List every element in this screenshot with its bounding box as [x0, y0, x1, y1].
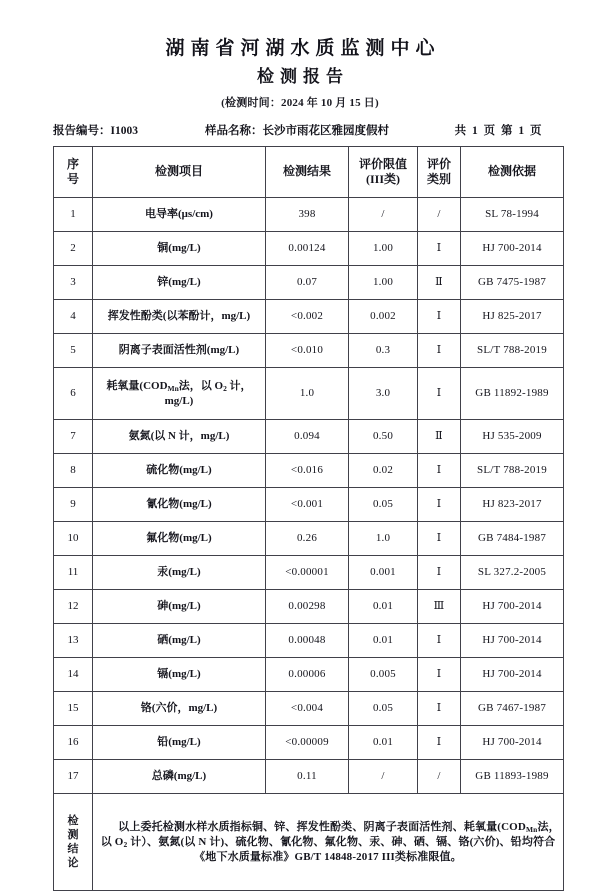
cell-result: 0.00298 — [266, 590, 349, 624]
cell-result: <0.002 — [266, 300, 349, 334]
results-table — [53, 146, 564, 891]
cell-limit: 0.005 — [349, 658, 418, 692]
cell-item: 铬(六价，mg/L) — [93, 692, 266, 726]
column-header-no-line1: 序 — [66, 156, 79, 171]
table-row — [54, 266, 564, 300]
sample-name: 样品名称：长沙市雨花区雅园度假村 — [205, 125, 389, 138]
table-row — [54, 420, 564, 454]
table-row — [54, 658, 564, 692]
cell-no: 17 — [54, 760, 93, 794]
cell-item: 硫化物(mg/L) — [93, 454, 266, 488]
table-row — [54, 368, 564, 420]
cell-category: Ⅰ — [418, 726, 461, 760]
cell-category: / — [418, 198, 461, 232]
column-header-limit — [349, 147, 418, 198]
report-meta-row — [0, 122, 600, 140]
cell-item: 氨氮(以 N 计，mg/L) — [93, 420, 266, 454]
cell-basis: GB 7484-1987 — [461, 522, 564, 556]
cell-result: 0.11 — [266, 760, 349, 794]
table-row — [54, 726, 564, 760]
cell-category: Ⅰ — [418, 556, 461, 590]
cell-no: 11 — [54, 556, 93, 590]
cell-basis: HJ 535-2009 — [461, 420, 564, 454]
conclusion-label — [54, 794, 93, 891]
table-row — [54, 590, 564, 624]
cell-limit: 0.05 — [349, 692, 418, 726]
cell-no: 3 — [54, 266, 93, 300]
column-header-category — [418, 147, 461, 198]
conclusion-row — [54, 794, 564, 891]
cell-limit: 1.00 — [349, 232, 418, 266]
cell-result: <0.016 — [266, 454, 349, 488]
cell-basis: HJ 825-2017 — [461, 300, 564, 334]
test-date: (检测时间：2024 年 10 月 15 日) — [221, 97, 379, 110]
table-row — [54, 300, 564, 334]
cell-category: Ⅰ — [418, 522, 461, 556]
table-row — [54, 454, 564, 488]
cell-no: 5 — [54, 334, 93, 368]
cell-category: Ⅱ — [418, 266, 461, 300]
cell-item: 汞(mg/L) — [93, 556, 266, 590]
cell-limit: 1.00 — [349, 266, 418, 300]
cell-basis: SL 78-1994 — [461, 198, 564, 232]
report-number: 报告编号：I1003 — [53, 125, 138, 138]
column-header-category-line2: 类别 — [426, 172, 451, 187]
table-header-row — [54, 147, 564, 198]
cell-item: 耗氧量($COD_{Mn}$法，以 $O_2$ 计，mg/L) — [93, 368, 266, 420]
cell-result: 0.07 — [266, 266, 349, 300]
cell-basis: GB 11892-1989 — [461, 368, 564, 420]
table-row — [54, 760, 564, 794]
table-row — [54, 334, 564, 368]
table-head — [54, 147, 564, 198]
table-row — [54, 232, 564, 266]
page-count: 共 1 页 第 1 页 — [454, 125, 543, 138]
cell-item: 锌(mg/L) — [93, 266, 266, 300]
cell-basis: HJ 700-2014 — [461, 624, 564, 658]
cell-no: 13 — [54, 624, 93, 658]
table-body — [54, 198, 564, 794]
conclusion-label-char: 测 — [67, 828, 79, 841]
cell-limit: / — [349, 198, 418, 232]
cell-limit: 0.001 — [349, 556, 418, 590]
cell-item: 电导率(μs/cm) — [93, 198, 266, 232]
cell-basis: SL/T 788-2019 — [461, 334, 564, 368]
conclusion-label-char: 论 — [67, 857, 79, 870]
cell-no: 9 — [54, 488, 93, 522]
cell-basis: SL/T 788-2019 — [461, 454, 564, 488]
conclusion-label-char: 检 — [67, 814, 79, 827]
cell-no: 7 — [54, 420, 93, 454]
cell-limit: 3.0 — [349, 368, 418, 420]
conclusion-label-char: 结 — [67, 843, 79, 856]
cell-limit: 0.05 — [349, 488, 418, 522]
table-row — [54, 556, 564, 590]
column-header-basis: 检测依据 — [461, 147, 564, 198]
cell-category: / — [418, 760, 461, 794]
table-row — [54, 522, 564, 556]
table-row — [54, 488, 564, 522]
table-row — [54, 198, 564, 232]
cell-item: 氟化物(mg/L) — [93, 522, 266, 556]
cell-item: 挥发性酚类(以苯酚计，mg/L) — [93, 300, 266, 334]
table-row — [54, 692, 564, 726]
cell-item: 砷(mg/L) — [93, 590, 266, 624]
report-header — [0, 0, 600, 110]
cell-basis: HJ 700-2014 — [461, 658, 564, 692]
cell-item: 总磷(mg/L) — [93, 760, 266, 794]
cell-category: Ⅰ — [418, 624, 461, 658]
cell-no: 6 — [54, 368, 93, 420]
column-header-category-line1: 评价 — [426, 156, 451, 171]
column-header-limit-line2: (III类) — [365, 172, 400, 187]
results-table-container — [0, 146, 600, 891]
cell-category: Ⅰ — [418, 488, 461, 522]
column-header-limit-line1: 评价限值 — [358, 156, 407, 171]
cell-basis: GB 11893-1989 — [461, 760, 564, 794]
cell-result: 0.094 — [266, 420, 349, 454]
column-header-result: 检测结果 — [266, 147, 349, 198]
cell-no: 2 — [54, 232, 93, 266]
cell-category: Ⅰ — [418, 692, 461, 726]
cell-category: Ⅰ — [418, 300, 461, 334]
conclusion-text: 以上委托检测水样水质指标铜、锌、挥发性酚类、阴离子表面活性剂、耗氧量($COD_{Mn}$法，以 $O_2$ 计）、氨氮(以 N 计)、硫化物、氰化物、氟化物、汞、砷、硒、镉、铬(六价)、铅均符合《地下水质量标准》GB/T 14848-2017 III类标准限值。 — [100, 821, 560, 863]
document-title: 检测报告 — [257, 66, 349, 86]
cell-no: 1 — [54, 198, 93, 232]
cell-result: 398 — [266, 198, 349, 232]
cell-basis: HJ 700-2014 — [461, 590, 564, 624]
column-header-item: 检测项目 — [93, 147, 266, 198]
organization-title: 湖南省河湖水质监测中心 — [165, 38, 441, 59]
cell-limit: 0.01 — [349, 624, 418, 658]
cell-result: <0.010 — [266, 334, 349, 368]
cell-item: 阴离子表面活性剂(mg/L) — [93, 334, 266, 368]
cell-basis: GB 7475-1987 — [461, 266, 564, 300]
column-header-no-line2: 号 — [66, 172, 79, 187]
cell-result: 0.26 — [266, 522, 349, 556]
cell-no: 8 — [54, 454, 93, 488]
cell-category: Ⅰ — [418, 368, 461, 420]
cell-result: <0.00009 — [266, 726, 349, 760]
cell-limit: 0.3 — [349, 334, 418, 368]
cell-item: 硒(mg/L) — [93, 624, 266, 658]
column-header-no — [54, 147, 93, 198]
cell-result: 1.0 — [266, 368, 349, 420]
cell-no: 12 — [54, 590, 93, 624]
cell-limit: 0.01 — [349, 590, 418, 624]
cell-no: 15 — [54, 692, 93, 726]
cell-category: Ⅰ — [418, 454, 461, 488]
cell-basis: GB 7467-1987 — [461, 692, 564, 726]
cell-no: 4 — [54, 300, 93, 334]
cell-limit: 0.002 — [349, 300, 418, 334]
cell-basis: HJ 700-2014 — [461, 726, 564, 760]
cell-result: 0.00124 — [266, 232, 349, 266]
table-row — [54, 624, 564, 658]
cell-category: Ⅲ — [418, 590, 461, 624]
cell-result: <0.00001 — [266, 556, 349, 590]
conclusion-body — [93, 794, 564, 891]
cell-category: Ⅰ — [418, 658, 461, 692]
cell-category: Ⅱ — [418, 420, 461, 454]
cell-basis: SL 327.2-2005 — [461, 556, 564, 590]
cell-basis: HJ 700-2014 — [461, 232, 564, 266]
cell-limit: 0.02 — [349, 454, 418, 488]
cell-limit: 0.50 — [349, 420, 418, 454]
cell-item: 铅(mg/L) — [93, 726, 266, 760]
cell-limit: / — [349, 760, 418, 794]
cell-no: 16 — [54, 726, 93, 760]
cell-no: 14 — [54, 658, 93, 692]
cell-no: 10 — [54, 522, 93, 556]
cell-category: Ⅰ — [418, 334, 461, 368]
cell-result: <0.001 — [266, 488, 349, 522]
cell-item: 镉(mg/L) — [93, 658, 266, 692]
cell-item: 氰化物(mg/L) — [93, 488, 266, 522]
cell-result: <0.004 — [266, 692, 349, 726]
cell-limit: 1.0 — [349, 522, 418, 556]
table-foot — [54, 794, 564, 891]
cell-basis: HJ 823-2017 — [461, 488, 564, 522]
cell-category: Ⅰ — [418, 232, 461, 266]
cell-result: 0.00048 — [266, 624, 349, 658]
cell-limit: 0.01 — [349, 726, 418, 760]
cell-result: 0.00006 — [266, 658, 349, 692]
cell-item: 铜(mg/L) — [93, 232, 266, 266]
